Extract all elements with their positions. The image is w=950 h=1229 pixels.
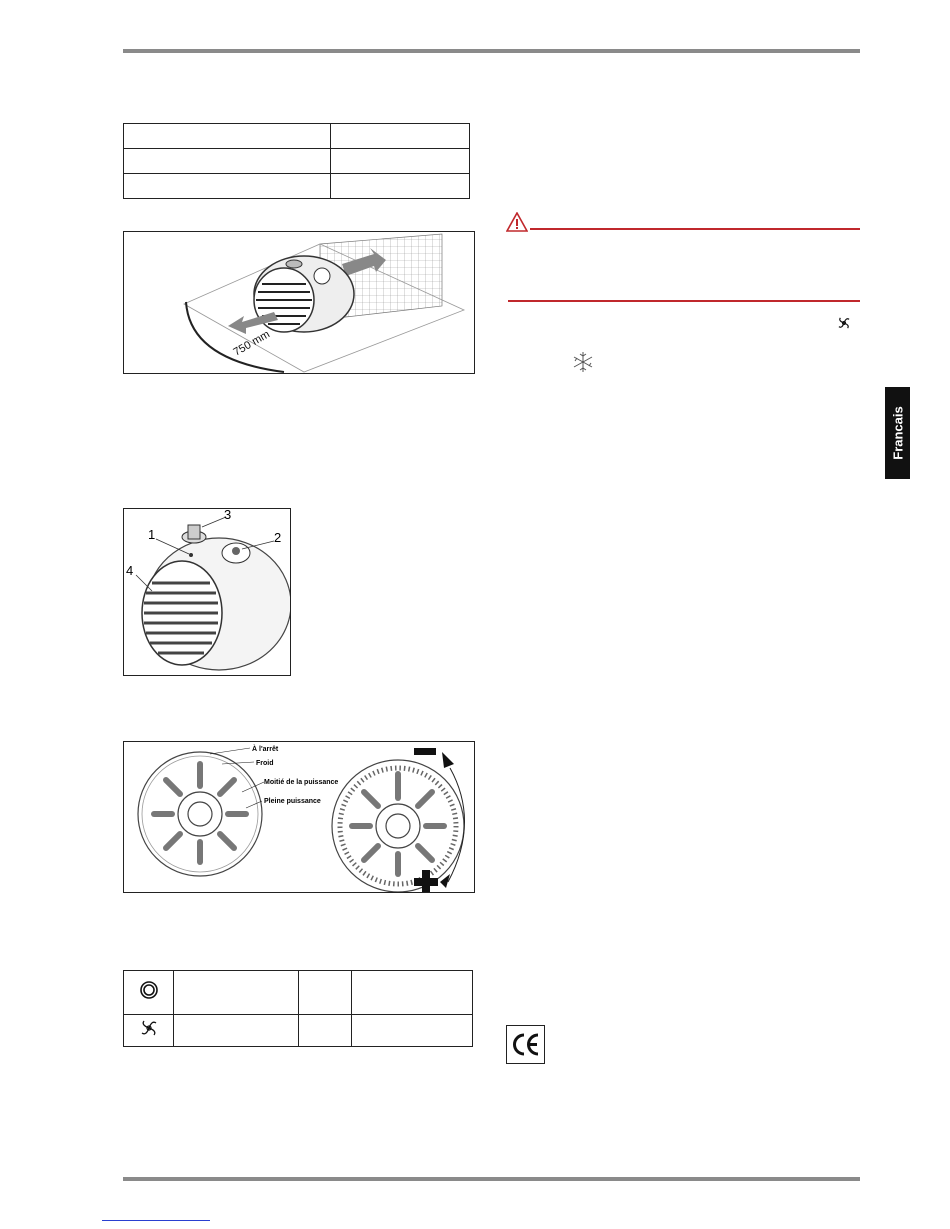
table-row — [124, 124, 470, 149]
callout-1: 1 — [148, 527, 156, 542]
callout-2: 2 — [274, 530, 282, 545]
circle-ring-icon — [139, 980, 159, 1000]
header-rule — [123, 49, 860, 53]
knob-label-half: Moitié de la puissance — [264, 779, 339, 786]
language-tab-label: Francais — [890, 406, 905, 460]
clearance-figure — [123, 231, 475, 374]
clearance-illustration — [124, 232, 474, 373]
bottom-link-underline — [102, 1220, 210, 1221]
knob-figure — [123, 741, 475, 893]
mode-table — [123, 970, 473, 1047]
table-row — [124, 174, 470, 199]
knob-label-full: Pleine puissance — [264, 798, 321, 805]
parts-figure — [123, 508, 291, 676]
ce-mark — [506, 1025, 545, 1064]
minus-icon — [414, 748, 436, 755]
table-row — [124, 971, 473, 1015]
knob-illustration — [124, 742, 474, 892]
footer-rule — [123, 1177, 860, 1181]
table-row — [124, 1015, 473, 1047]
language-side-tab — [885, 387, 910, 479]
knob-label-off: À l'arrêt — [252, 746, 279, 753]
warning-triangle-icon — [506, 212, 528, 232]
spec-table — [123, 123, 470, 199]
table-row — [124, 149, 470, 174]
callout-3: 3 — [224, 509, 232, 522]
snowflake-icon — [571, 350, 595, 374]
fan-icon — [836, 315, 852, 331]
callout-4: 4 — [126, 563, 134, 578]
distance-label: 750 mm — [231, 328, 272, 359]
knob-label-cold: Froid — [256, 760, 274, 767]
warning-bottom-rule — [508, 300, 860, 302]
warning-top-rule — [530, 228, 860, 230]
heater-parts-illustration — [124, 509, 290, 675]
fan-icon — [138, 1017, 160, 1039]
